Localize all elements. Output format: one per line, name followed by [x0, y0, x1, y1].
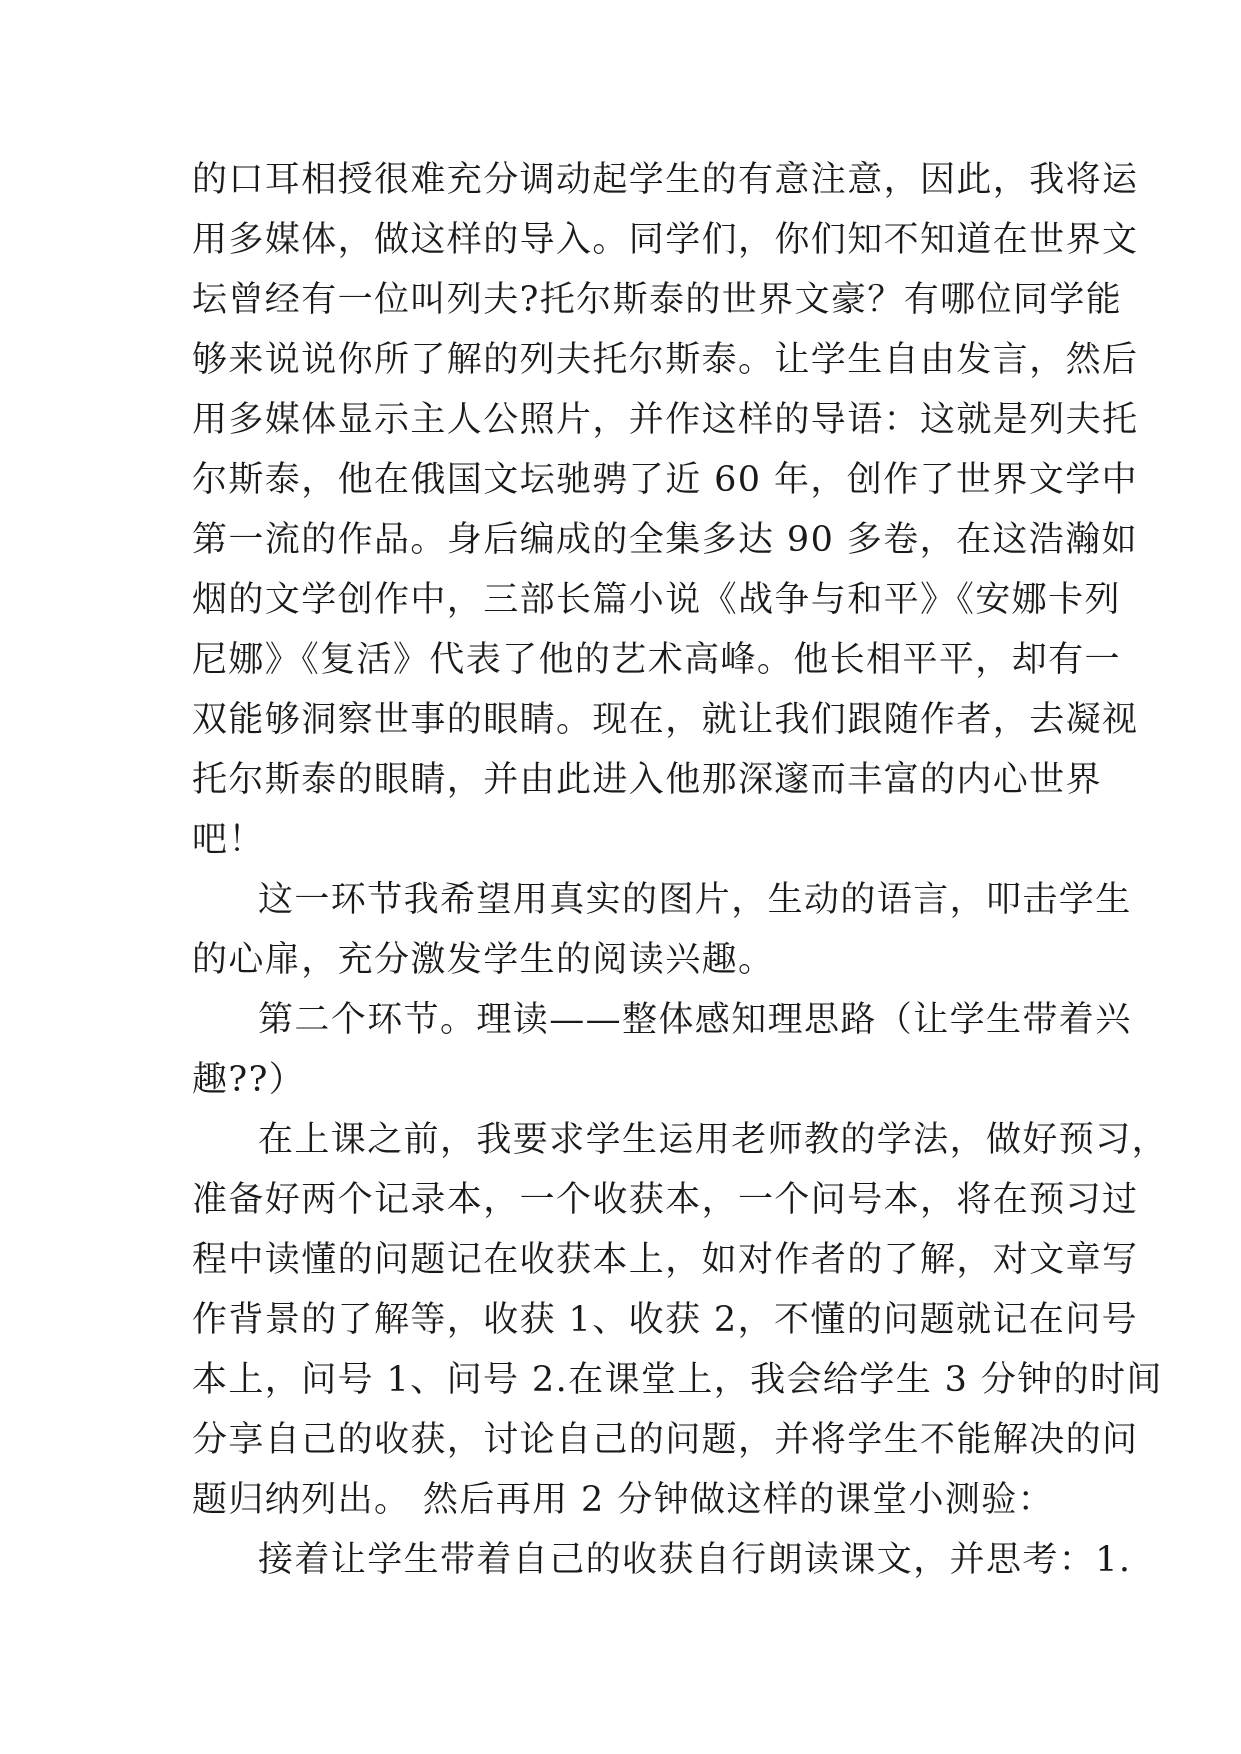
text-line: 题归纳列出。 然后再用 2 分钟做这样的课堂小测验：: [192, 1480, 1055, 1520]
text-line: 分享自己的收获，讨论自己的问题，并将学生不能解决的问: [192, 1420, 1139, 1460]
paragraph-purpose: [192, 870, 1132, 990]
text-line: 双能够洞察世事的眼睛。现在，就让我们跟随作者，去凝视: [192, 700, 1139, 740]
text-line: 用多媒体，做这样的导入。同学们，你们知不知道在世界文: [192, 220, 1139, 260]
text-line: 坛曾经有一位叫列夫?托尔斯泰的世界文豪？有哪位同学能: [192, 280, 1123, 320]
text-line: 接着让学生带着自己的收获自行朗读课文，并思考：1.: [258, 1540, 1132, 1580]
text-line: 趣??）: [192, 1060, 306, 1100]
text-line: 尔斯泰，他在俄国文坛驰骋了近 60 年，创作了世界文学中: [192, 460, 1138, 500]
paragraph-intro: [192, 150, 1139, 870]
text-line: 托尔斯泰的眼睛，并由此进入他那深邃而丰富的内心世界: [192, 760, 1103, 800]
text-line: 的口耳相授很难充分调动起学生的有意注意，因此，我将运: [192, 160, 1139, 200]
text-line: 程中读懂的问题记在收获本上，如对作者的了解，对文章写: [192, 1240, 1139, 1280]
text-line: 用多媒体显示主人公照片，并作这样的导语：这就是列夫托: [192, 400, 1139, 440]
text-line: 作背景的了解等，收获 1、收获 2，不懂的问题就记在问号: [192, 1300, 1138, 1340]
document-page: [192, 150, 1169, 1590]
text-line: 准备好两个记录本，一个收获本，一个问号本，将在预习过: [192, 1180, 1139, 1220]
text-line: 第一流的作品。身后编成的全集多达 90 多卷，在这浩瀚如: [192, 520, 1138, 560]
paragraph-reading: [192, 1530, 1132, 1590]
text-line: 第二个环节。理读——整体感知理思路（让学生带着兴: [258, 1000, 1132, 1040]
text-line: 本上，问号 1、问号 2.在课堂上，我会给学生 3 分钟的时间: [192, 1360, 1163, 1400]
text-line: 烟的文学创作中，三部长篇小说《战争与和平》《安娜卡列: [192, 580, 1121, 620]
text-line: 吧！: [192, 820, 265, 860]
text-line: 这一环节我希望用真实的图片，生动的语言，叩击学生: [258, 880, 1132, 920]
paragraph-section-heading: [192, 990, 1132, 1110]
text-line: 在上课之前，我要求学生运用老师教的学法，做好预习，: [258, 1120, 1169, 1160]
text-line: 尼娜》《复活》代表了他的艺术高峰。他长相平平，却有一: [192, 640, 1121, 680]
paragraph-preview: [192, 1110, 1169, 1530]
text-line: 够来说说你所了解的列夫托尔斯泰。让学生自由发言，然后: [192, 340, 1139, 380]
text-line: 的心扉，充分激发学生的阅读兴趣。: [192, 940, 775, 980]
